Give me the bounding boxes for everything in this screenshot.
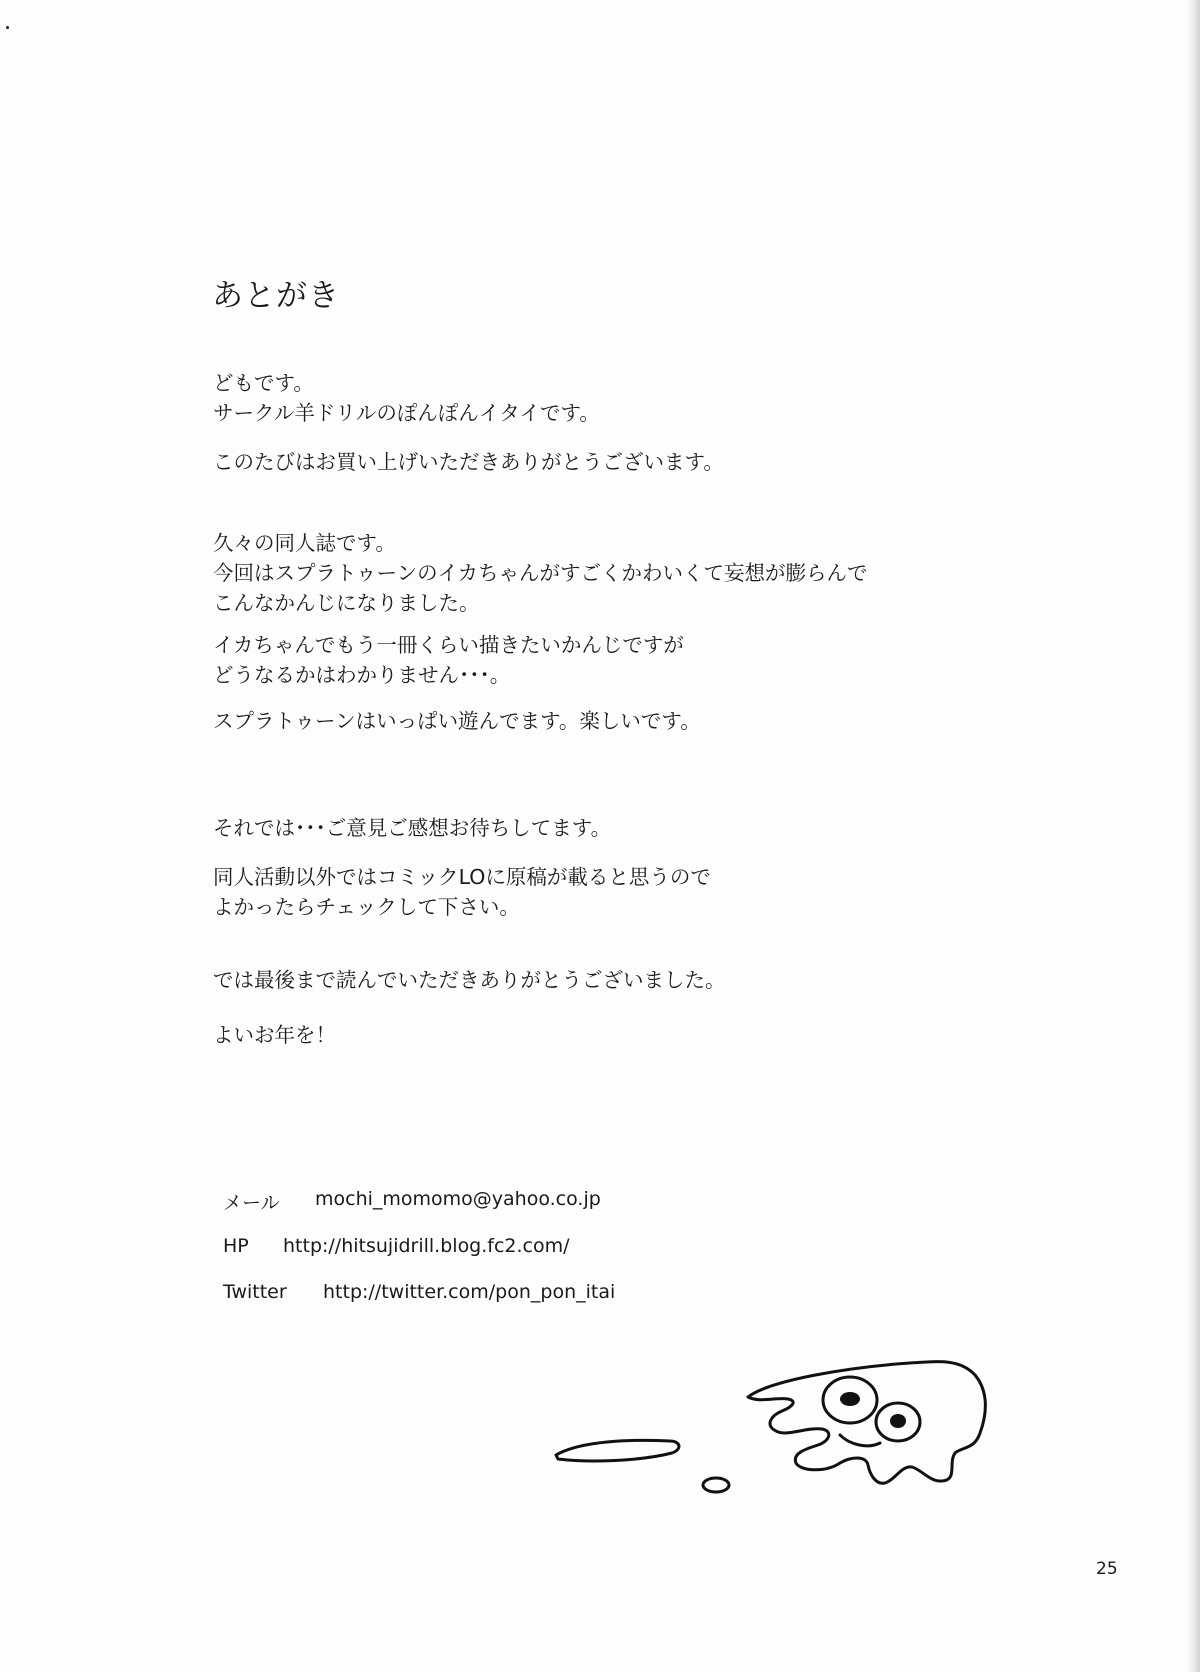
- thanks-paragraph: このたびはお買い上げいただきありがとうございます。: [213, 450, 724, 474]
- page-title: あとがき: [212, 278, 340, 314]
- new-year-paragraph: よいお年を！: [213, 1023, 336, 1047]
- comic-lo-paragraph: 同人活動以外ではコミックLOに原稿が載ると思うので よかったらチェックして下さい。: [213, 865, 711, 919]
- contact-twitter-label: Twitter: [223, 1281, 287, 1303]
- contact-twitter-link[interactable]: http://twitter.com/pon_pon_itai: [323, 1281, 616, 1303]
- next-book-paragraph: イカちゃんでもう一冊くらい描きたいかんじですが どうなるかはわかりません･･･。: [213, 633, 684, 687]
- page-number: 25: [1096, 1559, 1118, 1579]
- splatoon-paragraph: スプラトゥーンはいっぱい遊んでます。楽しいです。: [213, 709, 701, 733]
- scan-dust-mark: [6, 26, 9, 29]
- scan-edge-shadow: [1186, 0, 1200, 1672]
- contact-hp-label: HP: [223, 1235, 249, 1257]
- feedback-paragraph: それでは･･･ご意見ご感想お待ちしてます。: [213, 816, 612, 840]
- contact-email-label: メール: [223, 1192, 280, 1214]
- contact-hp-link[interactable]: http://hitsujidrill.blog.fc2.com/: [283, 1235, 570, 1257]
- contact-email-link[interactable]: mochi_momomo@yahoo.co.jp: [315, 1188, 601, 1210]
- squid-doodle-icon: [550, 1345, 1050, 1525]
- greeting-paragraph: どもです。 サークル羊ドリルのぽんぽんイタイです。: [213, 371, 600, 425]
- doujinshi-paragraph: 久々の同人誌です。 今回はスプラトゥーンのイカちゃんがすごくかわいくて妄想が膨らんで こんなかんじになりました。: [213, 531, 868, 615]
- closing-paragraph: では最後まで読んでいただきありがとうございました。: [213, 968, 726, 992]
